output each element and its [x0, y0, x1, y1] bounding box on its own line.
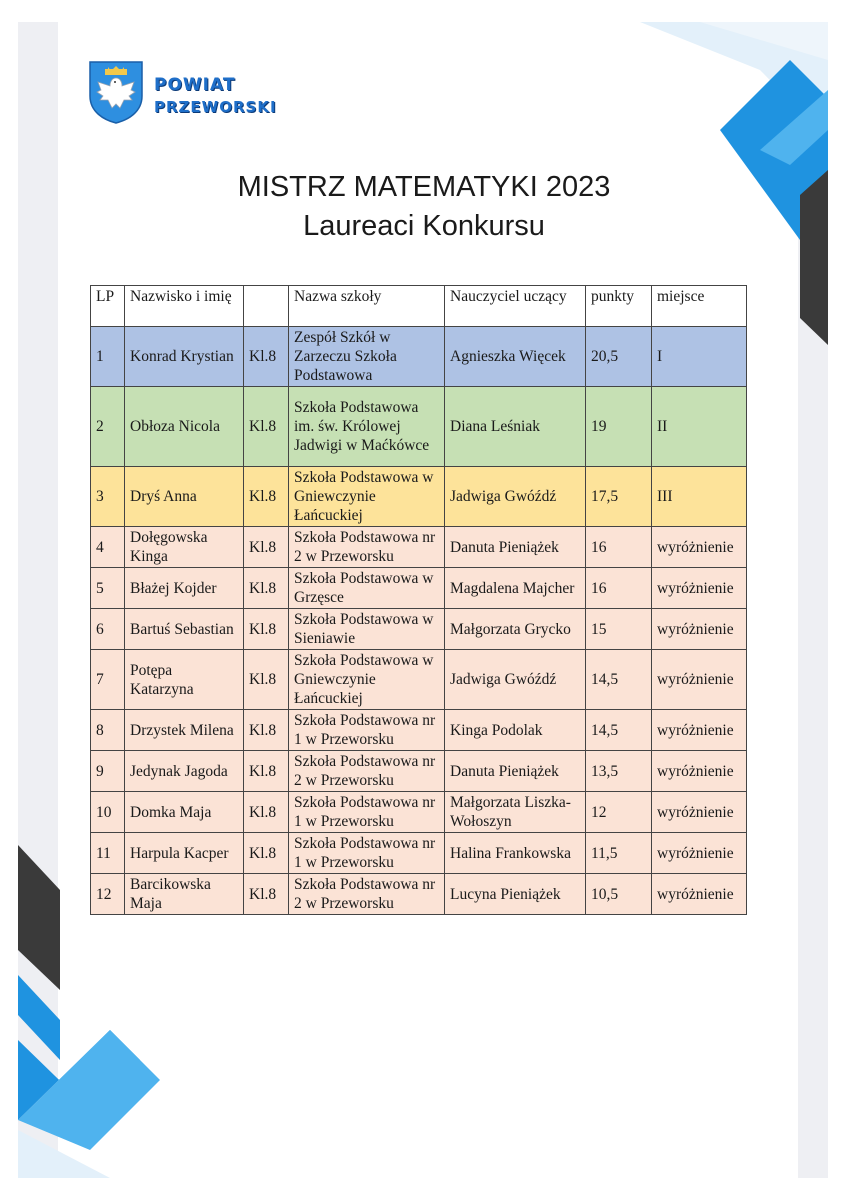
cell-lp: 10: [91, 792, 125, 833]
cell-school: Szkoła Podstawowa w Gniewczynie Łańcuckiej: [289, 650, 445, 710]
cell-teacher: Małgorzata Grycko: [445, 609, 586, 650]
cell-name: Drzystek Milena: [125, 710, 244, 751]
table-row: [91, 650, 747, 710]
column-header-class: [244, 286, 289, 327]
cell-class: Kl.8: [244, 467, 289, 527]
logo-line-przeworski: PRZEWORSKI: [154, 98, 277, 116]
cell-school: Zespół Szkół w Zarzeczu Szkoła Podstawowa: [289, 327, 445, 387]
cell-teacher: Magdalena Majcher: [445, 568, 586, 609]
cell-class: Kl.8: [244, 650, 289, 710]
column-header-name: Nazwisko i imię: [125, 286, 244, 327]
cell-lp: 3: [91, 467, 125, 527]
cell-name: Jedynak Jagoda: [125, 751, 244, 792]
cell-lp: 12: [91, 874, 125, 915]
table-row: [91, 527, 747, 568]
logo-line-powiat: POWIAT: [154, 75, 236, 95]
cell-teacher: Danuta Pieniążek: [445, 751, 586, 792]
cell-school: Szkoła Podstawowa nr 2 w Przeworsku: [289, 874, 445, 915]
cell-school: Szkoła Podstawowa w Sieniawie: [289, 609, 445, 650]
cell-name: Bartuś Sebastian: [125, 609, 244, 650]
cell-lp: 5: [91, 568, 125, 609]
cell-school: Szkoła Podstawowa w Gniewczynie Łańcuckiej: [289, 467, 445, 527]
cell-teacher: Jadwiga Gwóźdź: [445, 467, 586, 527]
cell-place: III: [652, 467, 747, 527]
cell-teacher: Małgorzata Liszka-Wołoszyn: [445, 792, 586, 833]
cell-school: Szkoła Podstawowa nr 1 w Przeworsku: [289, 710, 445, 751]
logo-wordmark: [154, 74, 277, 118]
cell-class: Kl.8: [244, 568, 289, 609]
cell-place: II: [652, 387, 747, 467]
cell-name: Dołęgowska Kinga: [125, 527, 244, 568]
cell-place: wyróżnienie: [652, 710, 747, 751]
cell-lp: 8: [91, 710, 125, 751]
cell-name: Potępa Katarzyna: [125, 650, 244, 710]
cell-name: Domka Maja: [125, 792, 244, 833]
cell-place: wyróżnienie: [652, 874, 747, 915]
cell-name: Obłoza Nicola: [125, 387, 244, 467]
document-title: MISTRZ MATEMATYKI 2023: [237, 171, 611, 203]
cell-school: Szkoła Podstawowa nr 1 w Przeworsku: [289, 792, 445, 833]
cell-class: Kl.8: [244, 751, 289, 792]
cell-points: 14,5: [586, 710, 652, 751]
cell-teacher: Kinga Podolak: [445, 710, 586, 751]
cell-lp: 11: [91, 833, 125, 874]
cell-school: Szkoła Podstawowa im. św. Królowej Jadwigi w Maćkówce: [289, 387, 445, 467]
table-row: [91, 710, 747, 751]
cell-lp: 9: [91, 751, 125, 792]
table-row: [91, 467, 747, 527]
table-row: [91, 874, 747, 915]
cell-points: 17,5: [586, 467, 652, 527]
cell-points: 13,5: [586, 751, 652, 792]
cell-teacher: Danuta Pieniążek: [445, 527, 586, 568]
cell-points: 19: [586, 387, 652, 467]
table-row: [91, 568, 747, 609]
coat-of-arms-icon: [88, 60, 144, 124]
cell-school: Szkoła Podstawowa nr 2 w Przeworsku: [289, 527, 445, 568]
column-header-school: Nazwa szkoły: [289, 286, 445, 327]
cell-points: 16: [586, 527, 652, 568]
cell-points: 14,5: [586, 650, 652, 710]
column-header-points: punkty: [586, 286, 652, 327]
cell-name: Konrad Krystian: [125, 327, 244, 387]
cell-points: 20,5: [586, 327, 652, 387]
cell-class: Kl.8: [244, 710, 289, 751]
cell-school: Szkoła Podstawowa nr 2 w Przeworsku: [289, 751, 445, 792]
column-header-lp: LP: [91, 286, 125, 327]
cell-class: Kl.8: [244, 387, 289, 467]
cell-points: 16: [586, 568, 652, 609]
cell-name: Błażej Kojder: [125, 568, 244, 609]
title-block: [0, 168, 848, 246]
cell-points: 15: [586, 609, 652, 650]
cell-lp: 6: [91, 609, 125, 650]
powiat-logo: [88, 60, 288, 130]
cell-school: Szkoła Podstawowa w Grzęsce: [289, 568, 445, 609]
cell-place: wyróżnienie: [652, 751, 747, 792]
document-subtitle: Laureaci Konkursu: [303, 210, 545, 242]
cell-class: Kl.8: [244, 527, 289, 568]
cell-name: Harpula Kacper: [125, 833, 244, 874]
cell-place: I: [652, 327, 747, 387]
cell-name: Dryś Anna: [125, 467, 244, 527]
table-row: [91, 387, 747, 467]
table-row: [91, 751, 747, 792]
cell-teacher: Agnieszka Więcek: [445, 327, 586, 387]
cell-school: Szkoła Podstawowa nr 1 w Przeworsku: [289, 833, 445, 874]
cell-place: wyróżnienie: [652, 650, 747, 710]
cell-place: wyróżnienie: [652, 527, 747, 568]
cell-points: 11,5: [586, 833, 652, 874]
cell-name: Barcikowska Maja: [125, 874, 244, 915]
cell-class: Kl.8: [244, 327, 289, 387]
cell-class: Kl.8: [244, 833, 289, 874]
cell-place: wyróżnienie: [652, 568, 747, 609]
table-row: [91, 833, 747, 874]
cell-place: wyróżnienie: [652, 609, 747, 650]
cell-place: wyróżnienie: [652, 792, 747, 833]
cell-class: Kl.8: [244, 792, 289, 833]
cell-lp: 7: [91, 650, 125, 710]
cell-teacher: Jadwiga Gwóźdź: [445, 650, 586, 710]
cell-points: 10,5: [586, 874, 652, 915]
cell-lp: 2: [91, 387, 125, 467]
cell-place: wyróżnienie: [652, 833, 747, 874]
cell-points: 12: [586, 792, 652, 833]
cell-lp: 1: [91, 327, 125, 387]
table-header-row: [91, 286, 747, 327]
table-row: [91, 792, 747, 833]
results-table: [90, 285, 747, 915]
table-row: [91, 327, 747, 387]
column-header-place: miejsce: [652, 286, 747, 327]
cell-class: Kl.8: [244, 609, 289, 650]
cell-teacher: Halina Frankowska: [445, 833, 586, 874]
column-header-teacher: Nauczyciel uczący: [445, 286, 586, 327]
cell-lp: 4: [91, 527, 125, 568]
table-row: [91, 609, 747, 650]
cell-class: Kl.8: [244, 874, 289, 915]
cell-teacher: Lucyna Pieniążek: [445, 874, 586, 915]
cell-teacher: Diana Leśniak: [445, 387, 586, 467]
